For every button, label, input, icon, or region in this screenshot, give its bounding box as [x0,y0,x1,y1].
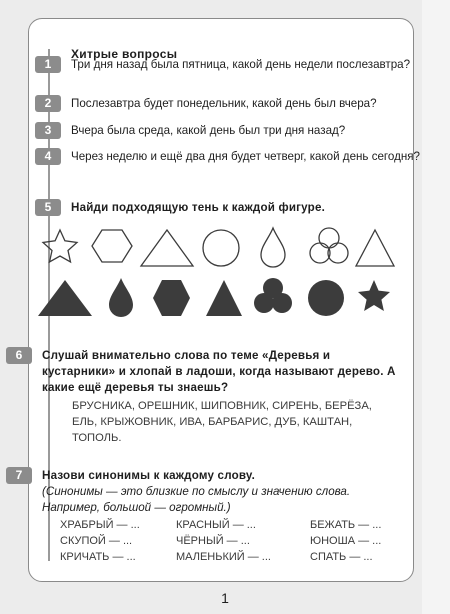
trees-word-list: БРУСНИКА, ОРЕШНИК, ШИПОВНИК, СИРЕНЬ, БЕРЁЗА, ЕЛЬ, КРЫЖОВНИК, ИВА, БАРБАРИС, ДУБ, КАШТАН, ТОПОЛЬ. [72,400,372,444]
synonym-word: ЮНОША — ... [310,535,382,547]
synonym-word: СКУПОЙ — ... [60,535,133,547]
outline-hexagon [92,230,132,262]
task-6-instruction: Слушай внимательно слова по теме «Деревья и кустарники» и хлопай в ладоши, когда называют дерево. А какие ещё деревья ты знаешь? [42,349,396,394]
number-badge-2: 2 [35,95,61,112]
number-badge-7: 7 [6,467,32,484]
question-2: Послезавтра будет понедельник, какой день был вчера? [71,97,377,110]
outline-drop [261,228,285,267]
synonym-word: СПАТЬ — ... [310,551,373,563]
shadow-triangle [38,280,92,316]
number-badge-5: 5 [35,199,61,216]
synonym-word: МАЛЕНЬКИЙ — ... [176,551,271,563]
page-number: 1 [221,590,229,606]
synonym-word: КРАСНЫЙ — ... [176,519,256,531]
shadow-drop [109,278,133,317]
number-badge-1: 1 [35,56,61,73]
synonym-word: ЧЁРНЫЙ — ... [176,535,250,547]
shadow-trefoil [254,278,292,313]
shadow-triangle-2 [206,280,242,316]
shapes-figure [36,224,396,326]
number-badge-6: 6 [6,347,32,364]
shadow-star [358,280,390,311]
outline-circle [203,230,239,266]
question-1: Три дня назад была пятница, какой день недели послезавтра? [71,58,411,71]
task-5-instruction: Найди подходящую тень к каждой фигуре. [71,201,326,214]
question-3: Вчера была среда, какой день был три дня назад? [71,124,346,137]
task-7-note: (Синонимы — это близкие по смыслу и значению слова. Например, большой — огромный.) [42,485,351,514]
task-7-instruction: Назови синонимы к каждому слову. [42,469,255,482]
outline-trefoil [310,228,348,263]
number-badge-4: 4 [35,148,61,165]
number-badge-3: 3 [35,122,61,139]
synonym-word: БЕЖАТЬ — ... [310,519,382,531]
synonym-word: ХРАБРЫЙ — ... [60,519,140,531]
shadow-hexagon [153,280,190,316]
adjacent-page-edge [422,0,450,614]
shadow-circle [308,280,344,316]
synonym-word: КРИЧАТЬ — ... [60,551,136,563]
outline-star [43,230,77,262]
outline-triangle [141,230,193,266]
section-heading: Хитрые вопросы [71,47,178,61]
outline-triangle-2 [356,230,394,266]
question-4: Через неделю и ещё два дня будет четверг, какой день сегодня? [71,150,420,163]
